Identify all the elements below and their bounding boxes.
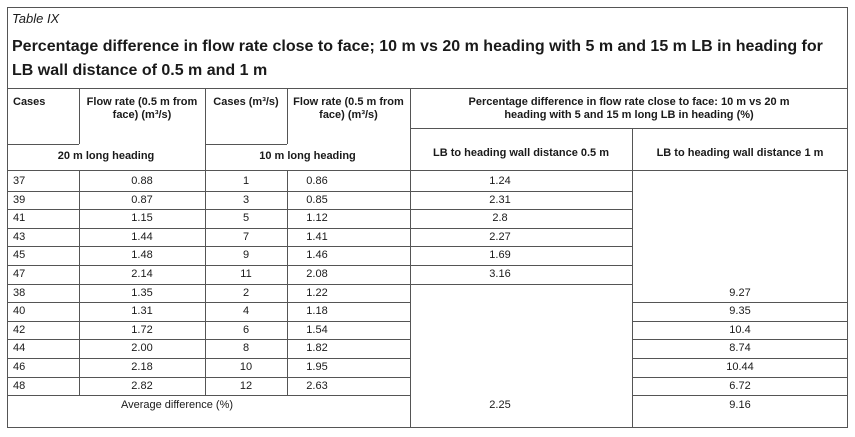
row-divider-right — [632, 358, 848, 359]
cell-case-20m: 45 — [13, 249, 26, 262]
cell-flow-20m: 1.31 — [131, 305, 153, 318]
row-divider — [7, 284, 632, 285]
cell-case-20m: 44 — [13, 342, 26, 355]
header-lb-1m: LB to heading wall distance 1 m — [656, 147, 824, 159]
cell-case-20m: 42 — [13, 323, 26, 336]
cell-case-10m: 9 — [242, 249, 250, 262]
cell-diff-0-5m — [410, 342, 590, 355]
cell-flow-20m: 1.15 — [131, 212, 153, 225]
row-divider — [7, 339, 410, 340]
cell-flow-10m: 0.85 — [306, 193, 328, 206]
row-divider-right — [632, 377, 848, 378]
cell-case-20m: 47 — [13, 268, 26, 280]
row-divider — [7, 265, 632, 266]
cell-diff-1m — [632, 249, 848, 262]
cell-case-20m: 43 — [13, 230, 26, 243]
header-vline-5 — [632, 128, 633, 172]
cell-case-20m: 38 — [13, 286, 26, 299]
vline-3 — [287, 170, 288, 395]
header-vline-2 — [205, 89, 206, 172]
cell-case-20m: 39 — [13, 193, 26, 206]
header-flow-10: Flow rate (0.5 m from face) (m³/s) — [293, 96, 404, 121]
cell-case-20m: 41 — [13, 212, 26, 225]
cell-diff-0-5m: 2.8 — [492, 212, 508, 225]
cell-flow-10m: 1.12 — [306, 212, 328, 225]
cell-flow-20m: 2.00 — [131, 342, 153, 355]
cell-diff-1m: 9.27 — [729, 286, 751, 299]
vline-1 — [79, 170, 80, 395]
cell-diff-0-5m: 2.31 — [489, 193, 511, 206]
cell-case-20m: 48 — [13, 379, 26, 392]
cell-diff-1m — [632, 212, 848, 225]
cell-flow-10m: 1.82 — [306, 342, 328, 355]
row-divider — [7, 321, 410, 322]
cell-case-20m: 40 — [13, 305, 26, 318]
cell-flow-20m: 0.87 — [131, 193, 153, 206]
header-line-bottom — [7, 170, 848, 171]
cell-flow-10m: 1.41 — [306, 230, 328, 243]
header-vline-3 — [287, 89, 288, 144]
cell-diff-0-5m — [410, 380, 590, 393]
cell-diff-1m — [632, 268, 848, 281]
header-group-20m: 20 m long heading — [57, 150, 155, 162]
cell-diff-0-5m — [410, 305, 590, 318]
cell-diff-1m — [632, 231, 848, 244]
cell-case-20m: 37 — [13, 175, 26, 187]
cell-flow-10m: 1.18 — [306, 305, 328, 318]
row-divider-right — [632, 339, 848, 340]
cell-diff-1m: 10.44 — [726, 361, 754, 373]
cell-flow-10m: 0.86 — [306, 175, 328, 187]
row-divider-right — [632, 302, 848, 303]
row-divider — [7, 228, 632, 229]
cell-diff-0-5m — [410, 287, 590, 300]
cell-diff-1m — [632, 194, 848, 207]
header-line-sub-b — [205, 144, 287, 145]
row-divider — [7, 209, 632, 210]
cell-case-10m: 12 — [239, 379, 253, 392]
cell-flow-20m: 2.82 — [131, 379, 153, 392]
cell-diff-1m — [632, 175, 848, 188]
cell-case-10m: 10 — [239, 361, 253, 373]
table-title — [12, 35, 832, 83]
cell-flow-10m: 2.08 — [306, 268, 328, 280]
row-divider — [7, 191, 632, 192]
cell-flow-20m: 2.14 — [131, 268, 153, 280]
cell-diff-1m: 6.72 — [729, 379, 751, 392]
header-percentage-difference: Percentage difference in flow rate close to face: 10 m vs 20 m heading with 5 and 15 m long LB in heading (%) — [468, 96, 790, 121]
cell-flow-10m: 1.22 — [306, 286, 328, 299]
header-line-pct — [410, 128, 848, 129]
cell-case-20m: 46 — [13, 361, 26, 373]
table-title-text: Percentage difference in flow rate close to face; 10 m vs 20 m heading with 5 m and 15 m LB in heading for LB wall distance of 0.5 m and 1 m — [12, 38, 823, 79]
header-vline-1 — [79, 89, 80, 144]
cell-diff-0-5m: 1.69 — [489, 249, 511, 262]
cell-case-10m: 8 — [242, 342, 250, 355]
cell-case-10m: 4 — [242, 305, 250, 318]
cell-diff-0-5m: 3.16 — [489, 268, 511, 280]
cell-diff-0-5m — [410, 361, 590, 374]
cell-diff-0-5m: 1.24 — [489, 175, 511, 187]
cell-case-10m: 2 — [242, 286, 250, 299]
cell-flow-20m: 1.44 — [131, 230, 153, 243]
cell-flow-10m: 1.54 — [306, 323, 328, 336]
table-caption: Table IX — [12, 11, 60, 26]
cell-diff-0-5m — [410, 324, 590, 337]
footer-label: Average difference (%) — [120, 399, 234, 412]
cell-flow-20m: 1.48 — [131, 249, 153, 262]
cell-diff-1m: 10.4 — [729, 323, 751, 336]
vline-2 — [205, 170, 206, 395]
header-cases-20: Cases — [13, 96, 46, 108]
cell-case-10m: 1 — [242, 175, 250, 187]
cell-flow-20m: 1.35 — [131, 286, 153, 299]
cell-case-10m: 11 — [240, 268, 252, 280]
header-group-10m: 10 m long heading — [259, 150, 356, 162]
footer-line-left — [7, 395, 410, 396]
row-divider — [7, 358, 410, 359]
cell-case-10m: 6 — [242, 323, 250, 336]
cell-flow-10m: 1.46 — [306, 249, 328, 262]
header-lb-0-5m: LB to heading wall distance 0.5 m — [432, 147, 610, 159]
header-line-sub-a — [7, 144, 79, 145]
row-divider — [7, 302, 410, 303]
cell-diff-0-5m: 2.27 — [489, 230, 511, 243]
row-divider — [7, 246, 632, 247]
cell-case-10m: 5 — [242, 212, 250, 225]
header-cases-10: Cases (m³/s) — [213, 96, 279, 108]
cell-flow-10m: 1.95 — [306, 361, 328, 373]
title-divider — [7, 88, 848, 89]
cell-diff-1m: 8.74 — [729, 342, 751, 355]
vline-5-top — [632, 170, 633, 284]
footer-avg-0-5m: 2.25 — [489, 399, 511, 412]
row-divider — [7, 377, 410, 378]
cell-case-10m: 7 — [242, 230, 250, 243]
cell-flow-20m: 0.88 — [131, 175, 153, 187]
cell-flow-20m: 1.72 — [131, 323, 153, 336]
cell-flow-10m: 2.63 — [306, 379, 328, 392]
cell-diff-1m: 9.35 — [729, 305, 751, 318]
header-flow-20: Flow rate (0.5 m from face) (m³/s) — [86, 96, 198, 121]
cell-case-10m: 3 — [242, 193, 250, 206]
footer-line-right — [632, 395, 848, 396]
footer-avg-1m: 9.16 — [729, 399, 751, 412]
row-divider-right — [632, 321, 848, 322]
cell-flow-20m: 2.18 — [131, 361, 153, 373]
